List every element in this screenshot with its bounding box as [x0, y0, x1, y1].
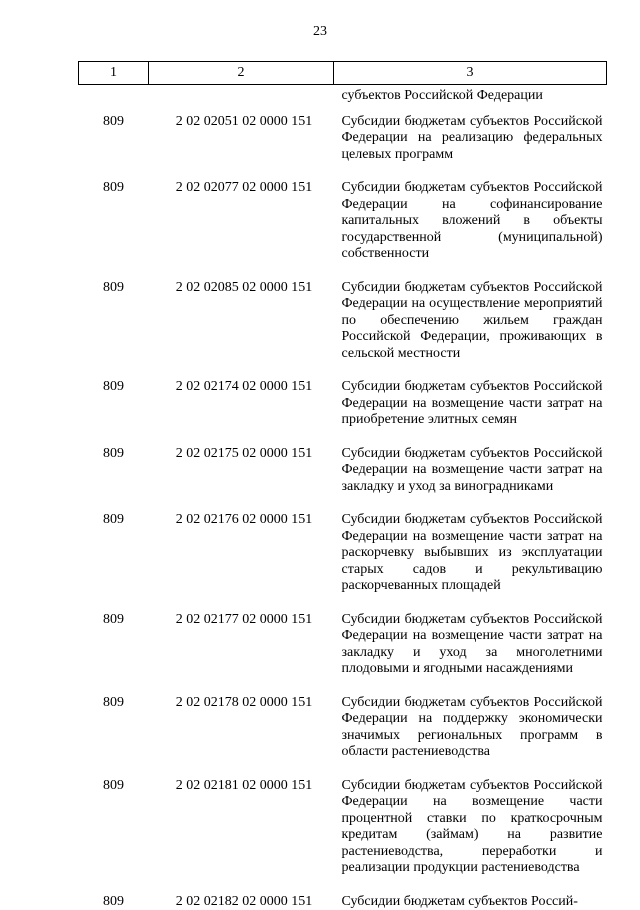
cell-code: 2 02 02174 02 0000 151	[149, 379, 334, 446]
table-row-continuation	[79, 85, 607, 105]
column-header-2: 2	[149, 62, 334, 85]
cell-admin: 809	[79, 894, 149, 910]
cell-description: Субсидии бюджетам субъектов Российской Федерации на поддержку экономически значимых региональных программ в области растениеводства	[334, 695, 607, 778]
cell-admin: 809	[79, 114, 149, 181]
cell-code: 2 02 02077 02 0000 151	[149, 180, 334, 280]
cell-code: 2 02 02182 02 0000 151	[149, 894, 334, 910]
cell-admin: 809	[79, 180, 149, 280]
table-row	[79, 114, 607, 181]
cell-description-continuation: субъектов Российской Федерации	[334, 85, 607, 105]
cell-admin: 809	[79, 512, 149, 612]
table-header-row	[79, 62, 607, 85]
cell-admin: 809	[79, 280, 149, 380]
cell-description: Субсидии бюджетам субъектов Российской Федерации на возмещение части затрат на приобретение элитных семян	[334, 379, 607, 446]
column-header-3: 3	[334, 62, 607, 85]
table-row	[79, 446, 607, 513]
table-row	[79, 695, 607, 778]
cell-description: Субсидии бюджетам субъектов Российской Федерации на осуществление мероприятий по обеспечению жильем граждан Российской Федерации, проживающих в сельской местности	[334, 280, 607, 380]
cell-code: 2 02 02177 02 0000 151	[149, 612, 334, 695]
table-header	[79, 62, 607, 85]
cell-code: 2 02 02175 02 0000 151	[149, 446, 334, 513]
cell-code: 2 02 02178 02 0000 151	[149, 695, 334, 778]
cell-description: Субсидии бюджетам субъектов Российской Федерации на возмещение части процентной ставки по краткосрочным кредитам (займам) на развитие растениеводства, переработки и реализации продукции растениеводства	[334, 778, 607, 894]
table-row	[79, 894, 607, 910]
spacer-row	[79, 105, 607, 114]
budget-codes-table-wrapper	[78, 61, 606, 910]
table-row	[79, 512, 607, 612]
cell-description: Субсидии бюджетам субъектов Российской Федерации на возмещение части затрат на закладку и уход за виноградниками	[334, 446, 607, 513]
cell-description: Субсидии бюджетам субъектов Российской Федерации на софинансирование капитальных вложений в объекты государственной (муниципальной) собственности	[334, 180, 607, 280]
cell-description: Субсидии бюджетам субъектов Российской Федерации на возмещение части затрат на закладку и уход за многолетними плодовыми и ягодными насаждениями	[334, 612, 607, 695]
table-row	[79, 280, 607, 380]
budget-codes-table	[78, 61, 607, 910]
cell-admin	[79, 85, 149, 105]
cell-code: 2 02 02085 02 0000 151	[149, 280, 334, 380]
cell-description: Субсидии бюджетам субъектов Российской Федерации на реализацию федеральных целевых программ	[334, 114, 607, 181]
table-row	[79, 778, 607, 894]
cell-code	[149, 85, 334, 105]
table-row	[79, 612, 607, 695]
table-row	[79, 180, 607, 280]
table-body	[79, 85, 607, 910]
cell-code: 2 02 02181 02 0000 151	[149, 778, 334, 894]
column-header-1: 1	[79, 62, 149, 85]
cell-admin: 809	[79, 446, 149, 513]
cell-code: 2 02 02051 02 0000 151	[149, 114, 334, 181]
page-number: 23	[0, 24, 640, 40]
table-row	[79, 379, 607, 446]
cell-description: Субсидии бюджетам субъектов Россий-	[334, 894, 607, 910]
cell-admin: 809	[79, 695, 149, 778]
cell-admin: 809	[79, 778, 149, 894]
cell-admin: 809	[79, 379, 149, 446]
cell-admin: 809	[79, 612, 149, 695]
cell-description: Субсидии бюджетам субъектов Российской Федерации на возмещение части затрат на раскорчевку выбывших из эксплуатации старых садов и рекультивацию раскорчеванных площадей	[334, 512, 607, 612]
cell-code: 2 02 02176 02 0000 151	[149, 512, 334, 612]
